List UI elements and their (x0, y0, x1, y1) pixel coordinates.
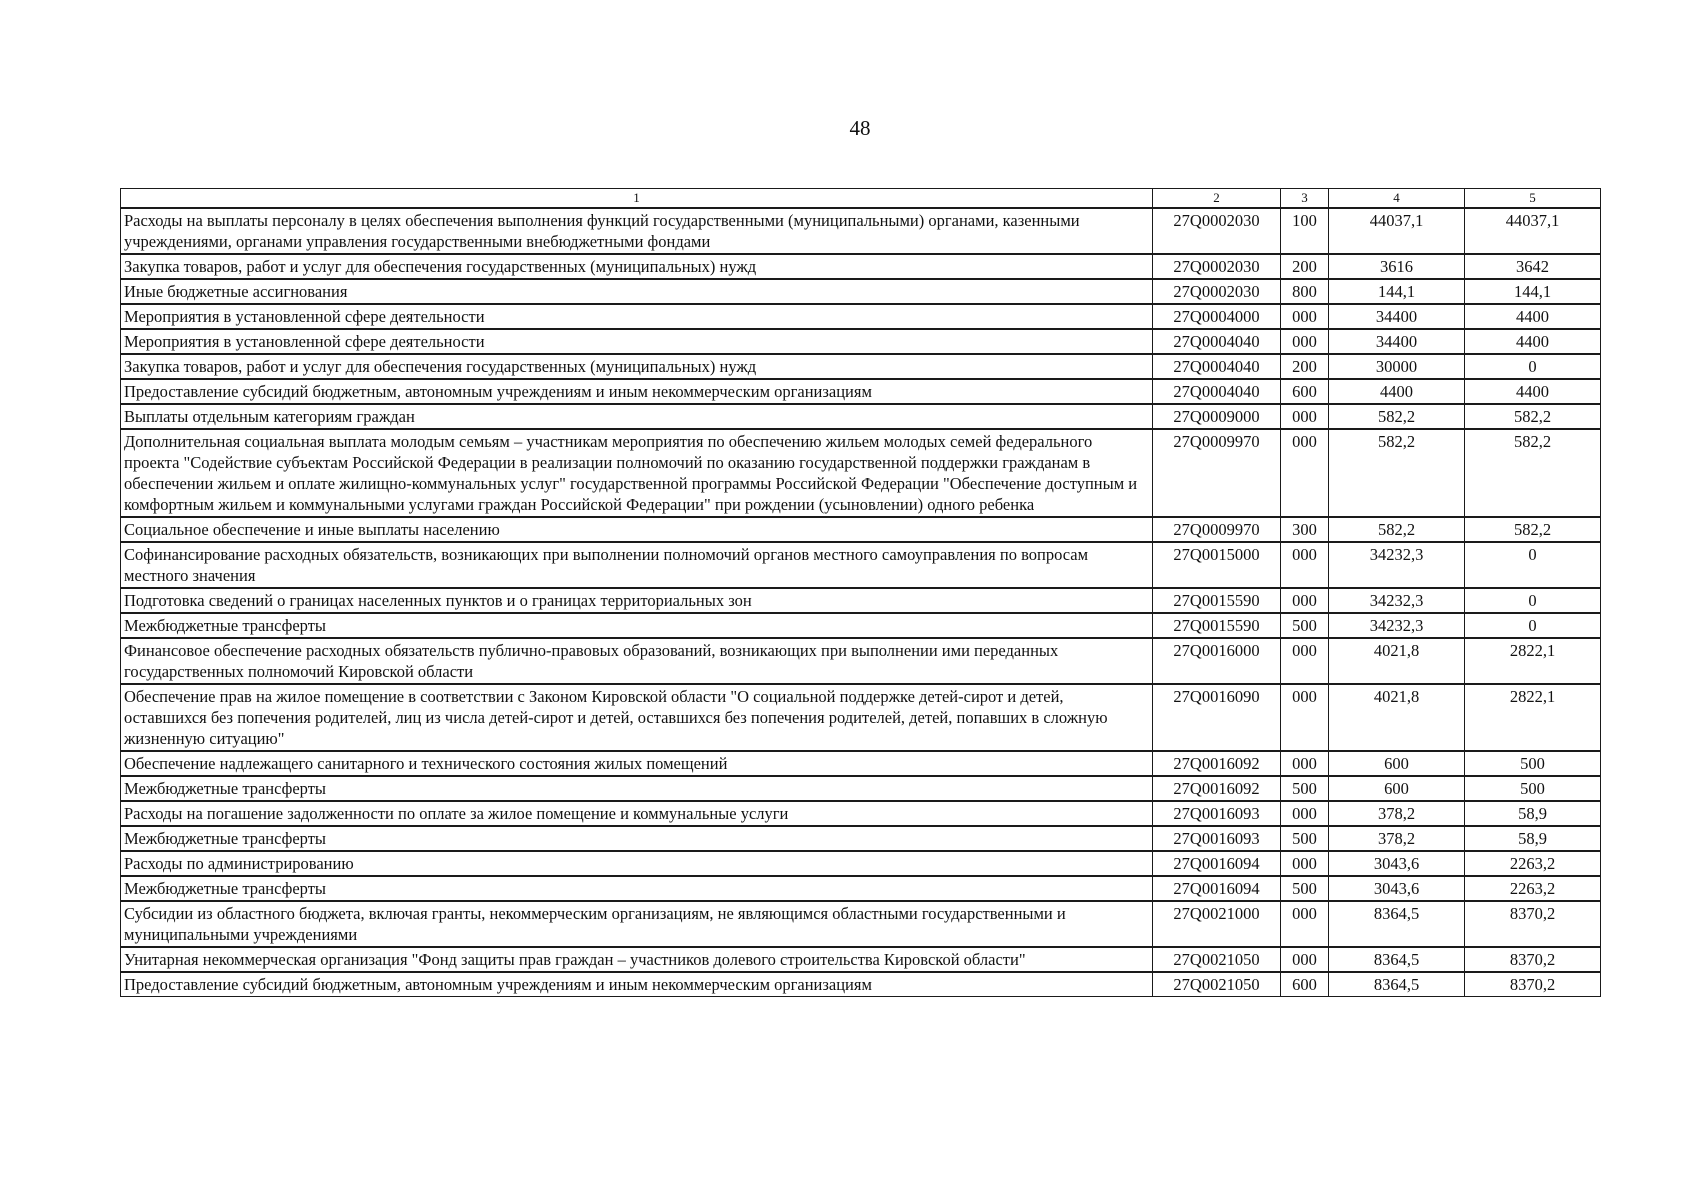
row-value-col4: 3616 (1329, 254, 1465, 279)
row-value-col5: 0 (1465, 354, 1601, 379)
row-value-col4: 378,2 (1329, 826, 1465, 851)
row-name: Межбюджетные трансферты (121, 876, 1153, 901)
row-name: Софинансирование расходных обязательств, возникающих при выполнении полномочий органов местного самоуправления по вопросам местного значения (121, 542, 1153, 588)
row-type: 000 (1281, 901, 1329, 947)
row-code: 27Q0016090 (1153, 684, 1281, 751)
row-type: 000 (1281, 801, 1329, 826)
row-name: Субсидии из областного бюджета, включая гранты, некоммерческим организациям, не являющимся областными государственными и муниципальными учреждениями (121, 901, 1153, 947)
table-row (121, 404, 1601, 429)
row-value-col5: 582,2 (1465, 517, 1601, 542)
row-code: 27Q0021000 (1153, 901, 1281, 947)
row-value-col5: 0 (1465, 613, 1601, 638)
row-code: 27Q0002030 (1153, 208, 1281, 254)
row-type: 000 (1281, 304, 1329, 329)
row-code: 27Q0009000 (1153, 404, 1281, 429)
table-row (121, 208, 1601, 254)
row-type: 000 (1281, 751, 1329, 776)
row-value-col5: 0 (1465, 588, 1601, 613)
row-value-col5: 4400 (1465, 304, 1601, 329)
row-name: Межбюджетные трансферты (121, 613, 1153, 638)
row-value-col4: 34400 (1329, 329, 1465, 354)
row-value-col5: 2822,1 (1465, 684, 1601, 751)
row-value-col4: 34400 (1329, 304, 1465, 329)
row-name: Мероприятия в установленной сфере деятельности (121, 304, 1153, 329)
row-code: 27Q0016094 (1153, 851, 1281, 876)
row-code: 27Q0009970 (1153, 429, 1281, 517)
row-value-col4: 8364,5 (1329, 901, 1465, 947)
table-row (121, 947, 1601, 972)
table-row (121, 613, 1601, 638)
row-code: 27Q0004040 (1153, 329, 1281, 354)
row-type: 000 (1281, 588, 1329, 613)
row-code: 27Q0016093 (1153, 801, 1281, 826)
column-header: 1 (121, 189, 1153, 209)
row-code: 27Q0015590 (1153, 588, 1281, 613)
row-type: 000 (1281, 429, 1329, 517)
row-name: Закупка товаров, работ и услуг для обеспечения государственных (муниципальных) нужд (121, 354, 1153, 379)
row-code: 27Q0015000 (1153, 542, 1281, 588)
column-header: 2 (1153, 189, 1281, 209)
table-row (121, 901, 1601, 947)
row-value-col5: 58,9 (1465, 826, 1601, 851)
row-value-col4: 8364,5 (1329, 972, 1465, 997)
row-value-col4: 34232,3 (1329, 542, 1465, 588)
row-type: 000 (1281, 638, 1329, 684)
table-row (121, 638, 1601, 684)
row-value-col5: 44037,1 (1465, 208, 1601, 254)
row-code: 27Q0004000 (1153, 304, 1281, 329)
row-value-col5: 4400 (1465, 379, 1601, 404)
table-row (121, 542, 1601, 588)
row-value-col5: 3642 (1465, 254, 1601, 279)
row-value-col4: 378,2 (1329, 801, 1465, 826)
row-type: 000 (1281, 542, 1329, 588)
row-name: Финансовое обеспечение расходных обязательств публично-правовых образований, возникающих при выполнении ими переданных государственных полномочий Кировской области (121, 638, 1153, 684)
row-type: 500 (1281, 776, 1329, 801)
column-header: 4 (1329, 189, 1465, 209)
row-value-col4: 600 (1329, 751, 1465, 776)
row-type: 200 (1281, 354, 1329, 379)
page-number: 48 (849, 116, 871, 140)
column-header: 3 (1281, 189, 1329, 209)
row-code: 27Q0009970 (1153, 517, 1281, 542)
row-code: 27Q0016092 (1153, 776, 1281, 801)
row-code: 27Q0015590 (1153, 613, 1281, 638)
row-type: 200 (1281, 254, 1329, 279)
table-row (121, 588, 1601, 613)
row-code: 27Q0002030 (1153, 254, 1281, 279)
table-row (121, 751, 1601, 776)
row-type: 300 (1281, 517, 1329, 542)
row-value-col5: 2822,1 (1465, 638, 1601, 684)
row-code: 27Q0004040 (1153, 379, 1281, 404)
row-value-col5: 8370,2 (1465, 901, 1601, 947)
row-name: Предоставление субсидий бюджетным, автономным учреждениям и иным некоммерческим организациям (121, 379, 1153, 404)
table-row (121, 876, 1601, 901)
row-value-col4: 8364,5 (1329, 947, 1465, 972)
table-row (121, 329, 1601, 354)
row-type: 600 (1281, 972, 1329, 997)
row-value-col5: 582,2 (1465, 429, 1601, 517)
row-value-col5: 500 (1465, 751, 1601, 776)
row-value-col5: 2263,2 (1465, 851, 1601, 876)
row-code: 27Q0021050 (1153, 972, 1281, 997)
row-value-col4: 4021,8 (1329, 684, 1465, 751)
row-code: 27Q0004040 (1153, 354, 1281, 379)
row-name: Межбюджетные трансферты (121, 826, 1153, 851)
row-type: 800 (1281, 279, 1329, 304)
row-type: 000 (1281, 684, 1329, 751)
row-value-col5: 8370,2 (1465, 972, 1601, 997)
row-value-col4: 30000 (1329, 354, 1465, 379)
row-name: Обеспечение прав на жилое помещение в соответствии с Законом Кировской области "О социальной поддержке детей-сирот и детей, оставшихся без попечения родителей, лиц из числа детей-сирот и детей, оставшихся без попечения родителей, детей, попавших в сложную жизненную ситуацию" (121, 684, 1153, 751)
table-body (121, 208, 1601, 997)
row-code: 27Q0002030 (1153, 279, 1281, 304)
row-value-col4: 3043,6 (1329, 876, 1465, 901)
row-name: Предоставление субсидий бюджетным, автономным учреждениям и иным некоммерческим организациям (121, 972, 1153, 997)
row-type: 500 (1281, 613, 1329, 638)
row-type: 000 (1281, 329, 1329, 354)
row-name: Закупка товаров, работ и услуг для обеспечения государственных (муниципальных) нужд (121, 254, 1153, 279)
row-type: 000 (1281, 404, 1329, 429)
row-code: 27Q0016094 (1153, 876, 1281, 901)
row-value-col4: 4400 (1329, 379, 1465, 404)
row-value-col5: 2263,2 (1465, 876, 1601, 901)
column-header: 5 (1465, 189, 1601, 209)
row-value-col5: 144,1 (1465, 279, 1601, 304)
row-name: Обеспечение надлежащего санитарного и технического состояния жилых помещений (121, 751, 1153, 776)
row-value-col4: 600 (1329, 776, 1465, 801)
header-row (121, 189, 1601, 209)
row-type: 100 (1281, 208, 1329, 254)
row-value-col4: 44037,1 (1329, 208, 1465, 254)
row-value-col5: 8370,2 (1465, 947, 1601, 972)
row-value-col5: 0 (1465, 542, 1601, 588)
row-type: 600 (1281, 379, 1329, 404)
row-code: 27Q0016093 (1153, 826, 1281, 851)
table-row (121, 776, 1601, 801)
row-type: 500 (1281, 876, 1329, 901)
row-name: Межбюджетные трансферты (121, 776, 1153, 801)
row-name: Унитарная некоммерческая организация "Фонд защиты прав граждан – участников долевого строительства Кировской области" (121, 947, 1153, 972)
row-name: Иные бюджетные ассигнования (121, 279, 1153, 304)
table-row (121, 826, 1601, 851)
row-value-col4: 34232,3 (1329, 613, 1465, 638)
row-value-col5: 582,2 (1465, 404, 1601, 429)
table-row (121, 972, 1601, 997)
row-code: 27Q0021050 (1153, 947, 1281, 972)
row-name: Выплаты отдельным категориям граждан (121, 404, 1153, 429)
table-row (121, 379, 1601, 404)
row-value-col4: 3043,6 (1329, 851, 1465, 876)
table-row (121, 354, 1601, 379)
table-row (121, 304, 1601, 329)
row-type: 000 (1281, 851, 1329, 876)
table-row (121, 279, 1601, 304)
row-code: 27Q0016000 (1153, 638, 1281, 684)
table-row (121, 801, 1601, 826)
budget-table (120, 188, 1601, 997)
row-name: Расходы на выплаты персоналу в целях обеспечения выполнения функций государственными (муниципальными) органами, казенными учреждениями, органами управления государственными внебюджетными фондами (121, 208, 1153, 254)
row-value-col5: 58,9 (1465, 801, 1601, 826)
row-value-col4: 582,2 (1329, 517, 1465, 542)
row-value-col4: 4021,8 (1329, 638, 1465, 684)
row-value-col4: 144,1 (1329, 279, 1465, 304)
table-row (121, 684, 1601, 751)
row-name: Расходы по администрированию (121, 851, 1153, 876)
row-value-col4: 582,2 (1329, 404, 1465, 429)
row-value-col5: 500 (1465, 776, 1601, 801)
row-type: 500 (1281, 826, 1329, 851)
table-row (121, 851, 1601, 876)
table-row (121, 429, 1601, 517)
table-row (121, 517, 1601, 542)
row-type: 000 (1281, 947, 1329, 972)
row-name: Социальное обеспечение и иные выплаты населению (121, 517, 1153, 542)
row-name: Расходы на погашение задолженности по оплате за жилое помещение и коммунальные услуги (121, 801, 1153, 826)
row-value-col5: 4400 (1465, 329, 1601, 354)
row-value-col4: 34232,3 (1329, 588, 1465, 613)
row-value-col4: 582,2 (1329, 429, 1465, 517)
row-name: Дополнительная социальная выплата молодым семьям – участникам мероприятия по обеспечению жильем молодых семей федерального проекта "Содействие субъектам Российской Федерации в реализации полномочий по оказанию государственной поддержки гражданам в обеспечении жильем и оплате жилищно-коммунальных услуг" государственной программы Российской Федерации "Обеспечение доступным и комфортным жильем и коммунальными услугами граждан Российской Федерации" при рождении (усыновлении) одного ребенка (121, 429, 1153, 517)
row-name: Мероприятия в установленной сфере деятельности (121, 329, 1153, 354)
row-code: 27Q0016092 (1153, 751, 1281, 776)
table-row (121, 254, 1601, 279)
row-name: Подготовка сведений о границах населенных пунктов и о границах территориальных зон (121, 588, 1153, 613)
